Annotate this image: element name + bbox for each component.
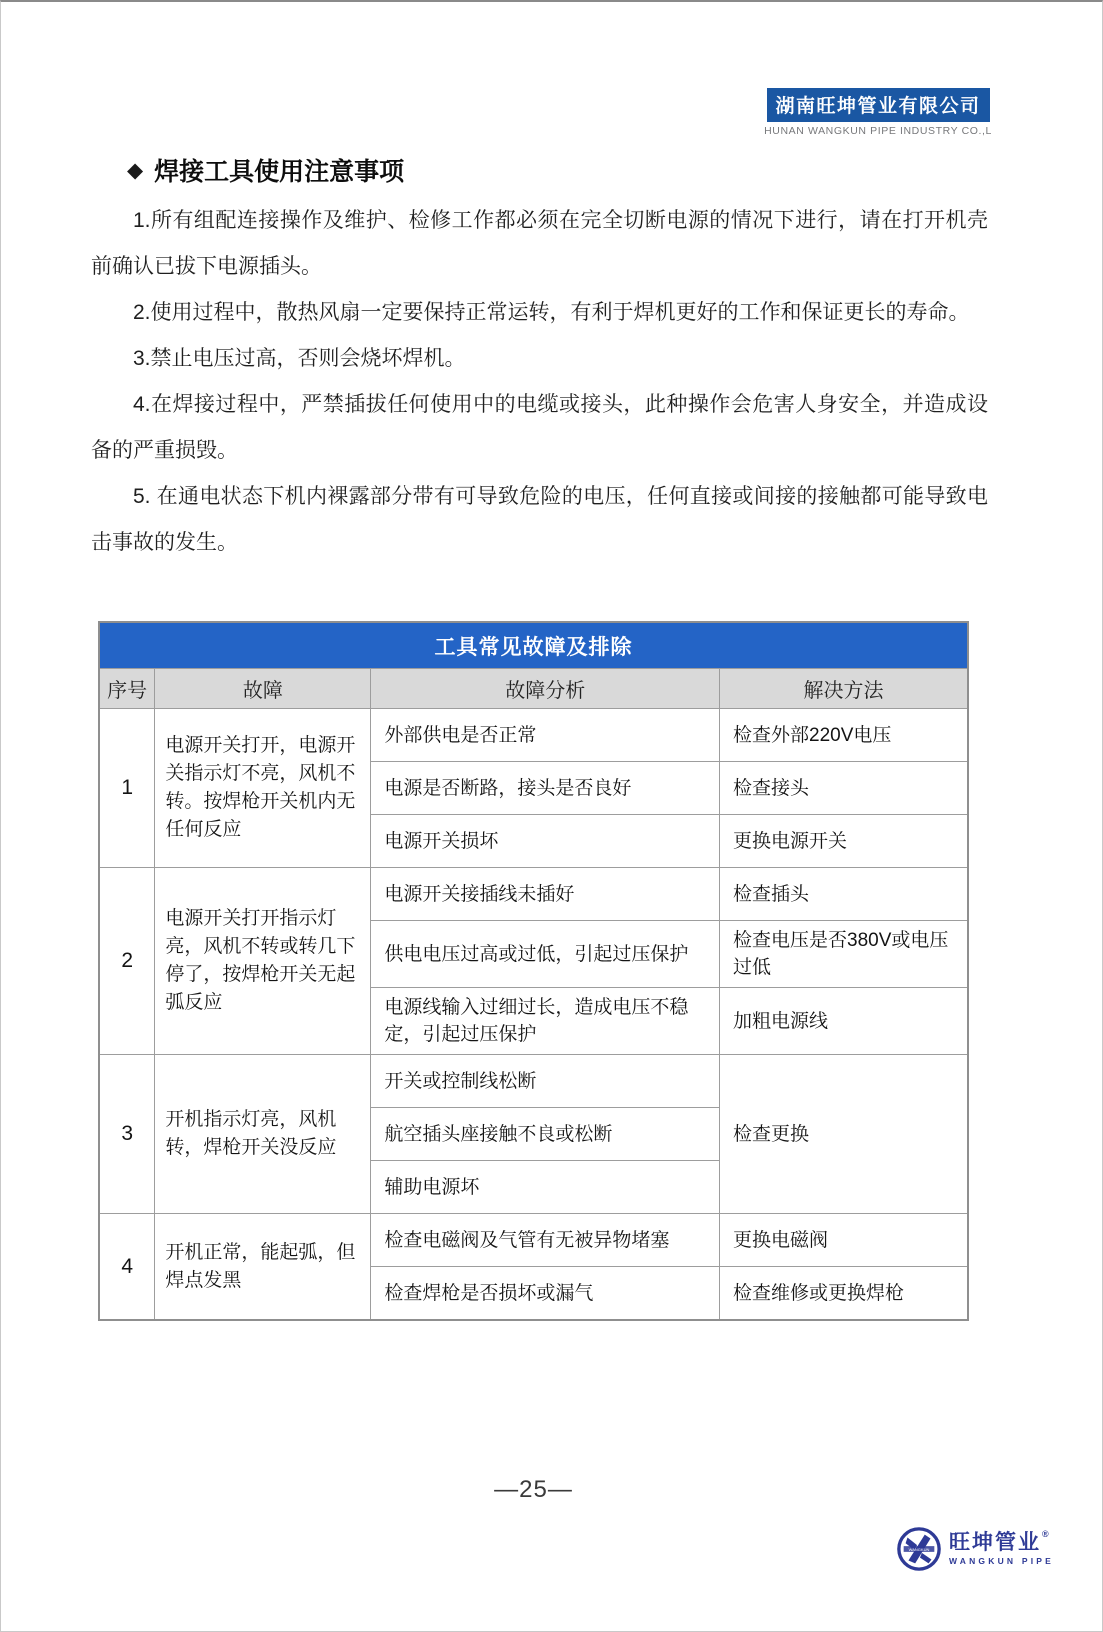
footer-logo [896,1526,1054,1572]
company-name-zh: 湖南旺坤管业有限公司 [767,88,990,122]
cell-fault: 开机指示灯亮，风机转，焊枪开关没反应 [155,1055,371,1214]
cell-solution: 加粗电源线 [720,988,968,1055]
paragraph: 3.禁止电压过高，否则会烧坏焊机。 [133,347,466,370]
cell-solution: 检查外部220V电压 [720,709,968,762]
table-row [99,1214,968,1267]
logo-name-en: WANGKUN PIPE [949,1556,1054,1567]
table-row [99,1055,968,1108]
cell-analysis: 电源开关损坏 [371,815,720,868]
cell-analysis: 检查电磁阀及气管有无被异物堵塞 [371,1214,720,1267]
logo-zh-text: 旺坤管业 [949,1531,1041,1555]
paragraph: 4.在焊接过程中，严禁插拔任何使用中的电缆或接头，此种操作会危害人身安全，并造成设备的严重损毁。 [91,393,988,462]
cell-row-number: 3 [99,1055,155,1214]
svg-text:WANGKUN: WANGKUN [908,1547,930,1553]
section-title-text: 焊接工具使用注意事项 [154,158,405,186]
page-number: —25— [494,1476,573,1503]
fault-table [98,621,969,1321]
table-row [99,709,968,762]
cell-row-number: 1 [99,709,155,868]
cell-solution: 检查接头 [720,762,968,815]
table-row [99,868,968,921]
cell-analysis: 辅助电源坏 [371,1161,720,1214]
cell-analysis: 电源是否断路，接头是否良好 [371,762,720,815]
wangkun-logo-icon [896,1526,942,1572]
column-header-analysis: 故障分析 [371,669,720,709]
cell-fault: 电源开关打开指示灯亮，风机不转或转几下停了，按焊枪开关无起弧反应 [155,868,371,1055]
cell-solution: 更换电磁阀 [720,1214,968,1267]
column-header-solution: 解决方法 [720,669,968,709]
logo-text [949,1529,1054,1567]
cell-fault: 开机正常，能起弧，但焊点发黑 [155,1214,371,1321]
cell-solution: 检查插头 [720,868,968,921]
section-title [127,152,404,188]
body-text [91,198,988,566]
column-header-no: 序号 [99,669,155,709]
table-header-row [99,669,968,709]
paragraph: 5. 在通电状态下机内裸露部分带有可导致危险的电压，任何直接或间接的接触都可能导致电击事故的发生。 [91,485,988,554]
brand-badge [764,88,992,137]
column-header-fault: 故障 [155,669,371,709]
table-title: 工具常见故障及排除 [99,622,968,669]
fault-table-section [98,621,969,1321]
paragraph: 2.使用过程中，散热风扇一定要保持正常运转，有利于焊机更好的工作和保证更长的寿命。 [133,301,970,324]
company-name-en: HUNAN WANGKUN PIPE INDUSTRY CO.,L [764,125,992,137]
cell-analysis: 供电电压过高或过低，引起过压保护 [371,921,720,988]
cell-solution: 检查维修或更换焊枪 [720,1267,968,1321]
cell-solution: 检查更换 [720,1055,968,1214]
cell-analysis: 电源线输入过细过长，造成电压不稳定，引起过压保护 [371,988,720,1055]
fault-table-body [99,709,968,1321]
cell-analysis: 检查焊枪是否损坏或漏气 [371,1267,720,1321]
registered-mark-icon: ® [1042,1529,1051,1540]
cell-solution: 检查电压是否380V或电压过低 [720,921,968,988]
table-title-row [99,622,968,669]
paragraph: 1.所有组配连接操作及维护、检修工作都必须在完全切断电源的情况下进行，请在打开机壳前确认已拔下电源插头。 [91,209,988,278]
cell-analysis: 外部供电是否正常 [371,709,720,762]
cell-analysis: 电源开关接插线未插好 [371,868,720,921]
cell-row-number: 2 [99,868,155,1055]
diamond-bullet-icon: ◆ [127,158,144,182]
cell-fault: 电源开关打开，电源开关指示灯不亮，风机不转。按焊枪开关机内无任何反应 [155,709,371,868]
cell-row-number: 4 [99,1214,155,1321]
cell-analysis: 开关或控制线松断 [371,1055,720,1108]
cell-analysis: 航空插头座接触不良或松断 [371,1108,720,1161]
logo-name-zh [949,1529,1054,1555]
cell-solution: 更换电源开关 [720,815,968,868]
